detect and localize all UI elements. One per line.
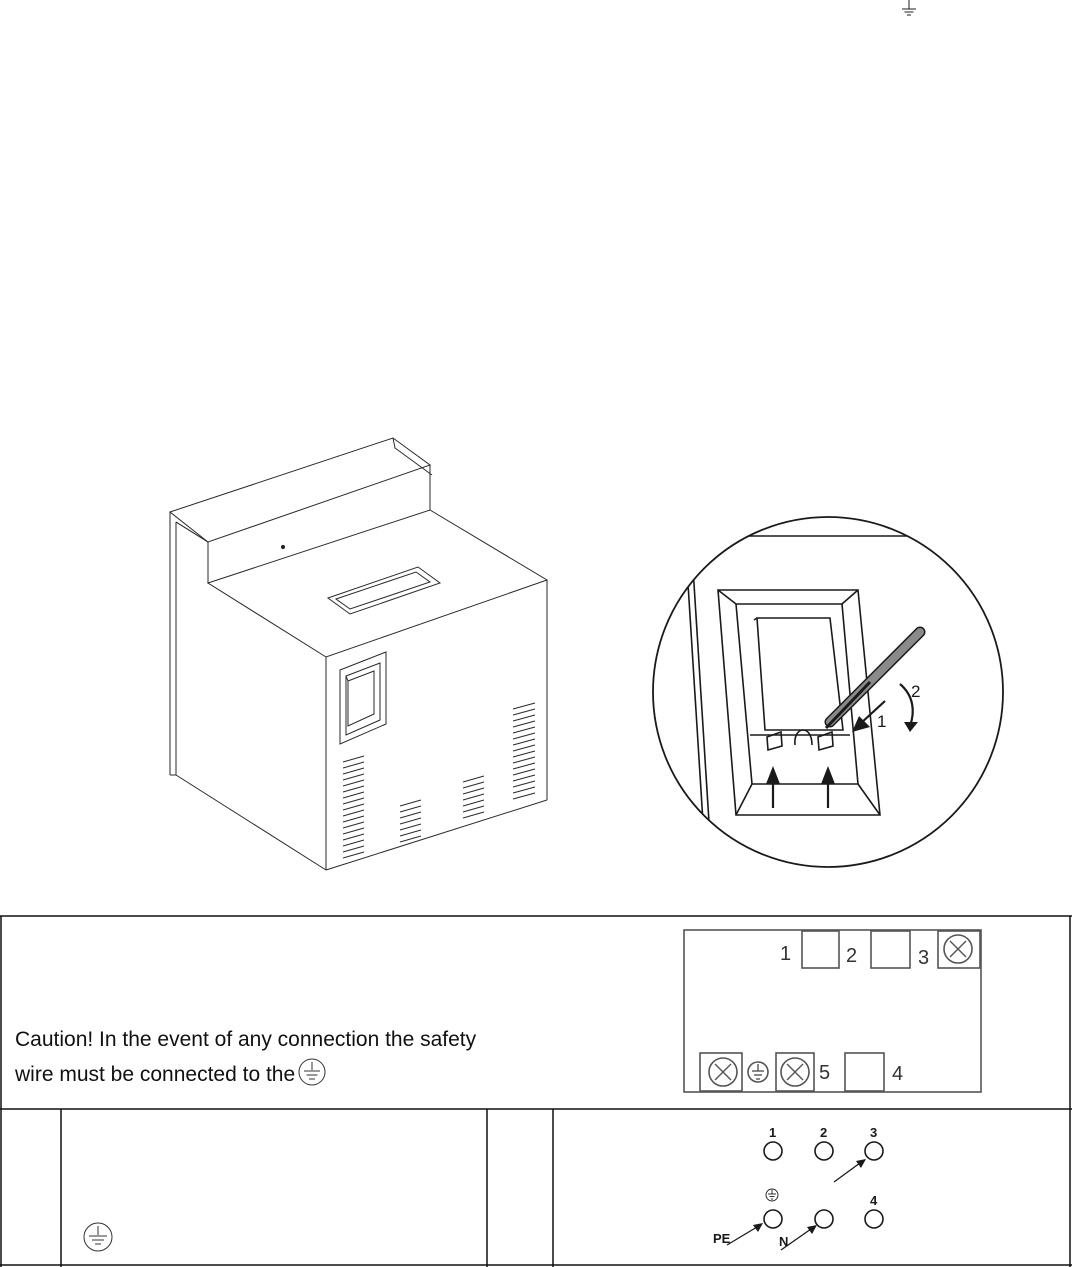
wiring-diagram bbox=[700, 1120, 900, 1266]
terminal-label-4: 4 bbox=[892, 1063, 904, 1085]
ground-icon bbox=[82, 1221, 114, 1253]
wiring-terminal-1: 1 bbox=[769, 1125, 777, 1140]
step-1-label: 1 bbox=[877, 712, 887, 731]
terminal-label-1: 1 bbox=[780, 943, 792, 965]
terminal-label-3: 3 bbox=[918, 947, 930, 969]
pe-label: PE bbox=[713, 1231, 731, 1246]
terminal-block-diagram bbox=[680, 926, 990, 1098]
n-label: N bbox=[779, 1234, 789, 1249]
caution-text bbox=[15, 1022, 575, 1092]
step-2-label: 2 bbox=[911, 682, 921, 701]
caution-line-1: Caution! In the event of any connection the safety bbox=[15, 1028, 477, 1051]
terminal-label-2: 2 bbox=[846, 945, 858, 967]
ground-icon bbox=[297, 1057, 327, 1087]
caution-line-2: wire must be connected to the bbox=[15, 1063, 296, 1086]
wiring-terminal-3: 3 bbox=[870, 1125, 878, 1140]
terminal-label-5: 5 bbox=[819, 1062, 831, 1084]
wiring-terminal-2: 2 bbox=[820, 1125, 828, 1140]
wiring-terminal-4: 4 bbox=[870, 1193, 878, 1208]
